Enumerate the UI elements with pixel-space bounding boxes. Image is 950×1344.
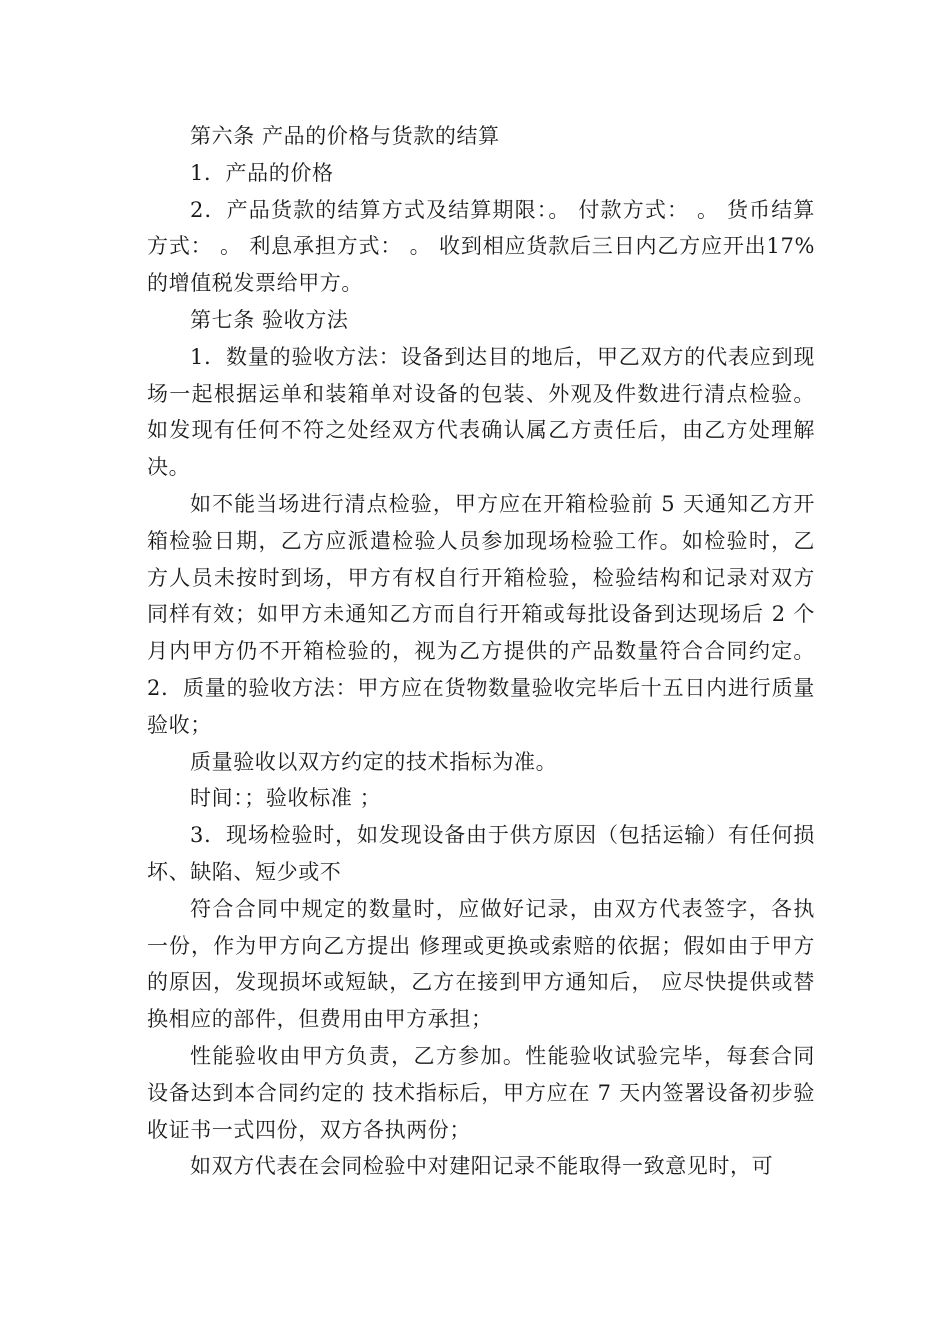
paragraph-performance: 性能验收由甲方负责，乙方参加。性能验收试验完毕，每套合同设备达到本合同约定的 技术指标后，甲方应在 7 天内签署设备初步验收证书一式四份，双方各执两份； bbox=[147, 1043, 815, 1142]
paragraph-price: 1．产品的价格 bbox=[190, 160, 334, 185]
section-heading-6: 第六条 产品的价格与货款的结算 bbox=[190, 124, 500, 148]
paragraph-on-site-inspection: 如不能当场进行清点检验，甲方应在开箱检验前 5 天通知乙方开箱检验日期，乙方应派遣检验人员参加现场检验工作。如检验时，乙方人员未按时到场，甲方有权自行开箱检验，检验结构和记录对双方同样有效；如甲方未通知乙方而自行开箱或每批设备到达现场后 2 个月内甲方仍不开箱检验的，视为乙方提供的产品数量符合合同约定。2．质量的验收方法：甲方应在货物数量验收完毕后十五日内进行质量验收； bbox=[147, 491, 815, 737]
document-body bbox=[147, 118, 815, 1185]
paragraph-time-standard: 时间：；验收标准 ； bbox=[190, 786, 382, 811]
paragraph-settlement: 2．产品货款的结算方式及结算期限：。 付款方式： 。 货币结算方式： 。 利息承担方式： 。 收到相应货款后三日内乙方应开出17%的增值税发票给甲方。 bbox=[147, 197, 815, 296]
paragraph-defects: 3．现场检验时，如发现设备由于供方原因（包括运输）有任何损坏、缺陷、短少或不 bbox=[147, 823, 815, 884]
paragraph-quality-standard: 质量验收以双方约定的技术指标为准。 bbox=[190, 749, 558, 774]
paragraph-quantity-inspection: 1．数量的验收方法：设备到达目的地后，甲乙双方的代表应到现场一起根据运单和装箱单对设备的包装、外观及件数进行清点检验。如发现有任何不符之处经双方代表确认属乙方责任后，由乙方处理解决。 bbox=[147, 344, 815, 480]
paragraph-disagreement: 如双方代表在会同检验中对建阳记录不能取得一致意见时，可 bbox=[190, 1154, 774, 1179]
section-heading-7: 第七条 验收方法 bbox=[190, 307, 349, 332]
paragraph-records: 符合合同中规定的数量时，应做好记录，由双方代表签字，各执一份，作为甲方向乙方提出 修理或更换或索赔的依据；假如由于甲方的原因，发现损坏或短缺，乙方在接到甲方通知后， 应尽快提供或替换相应的部件，但费用由甲方承担； bbox=[147, 896, 815, 1032]
